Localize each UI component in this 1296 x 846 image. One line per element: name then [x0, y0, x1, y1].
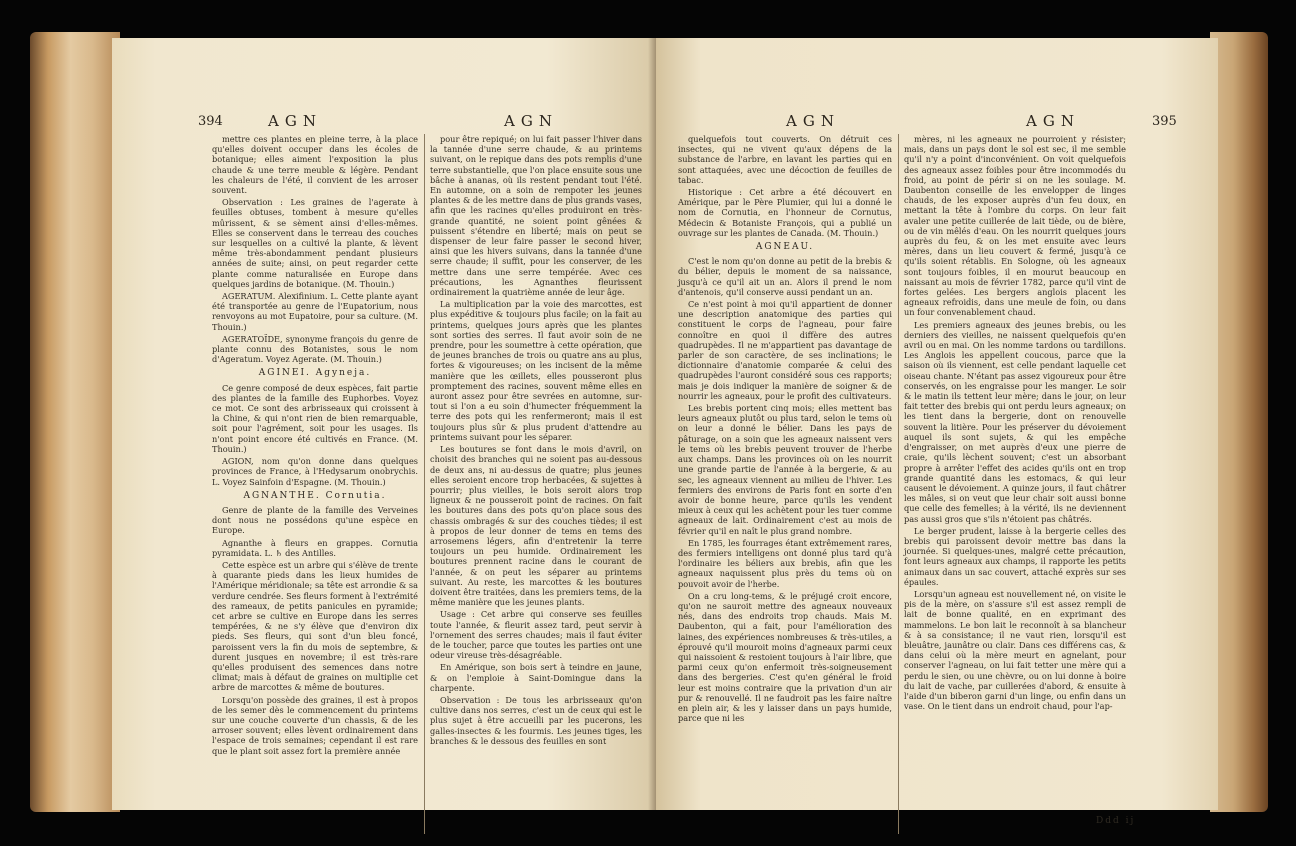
paragraph: AGERATOÏDE, synonyme françois du genre de plante connu des Botanistes, sous le nom d'Ageratum. Voyez Agerate. (M. Thouin.) [212, 333, 418, 365]
paragraph: pour être repiqué; on lui fait passer l'hiver dans la tannée d'une serre chaude, & au printems suivant, on le repique dans des pots remplis d'une terre substantielle, que l'on place ensuite sous une bâche à ananas, où ils restent pendant tout l'été. En automne, on a soin de rempoter les jeunes plantes & de les mettre dans de plus grands vases, afin que les racines qu'elles produiront en très-grande quantité, ne soient point gênées & puissent s'étendre en liberté; mais on peut se dispenser de leur faire passer le second hiver, ainsi que les hivers suivans, dans la tannée d'une serre chaude; il suffit, pour les conserver, de les mettre dans une serre tempérée. Avec ces précautions, les Agnanthes fleurissent ordinairement la quatrième année de leur âge. [430, 134, 642, 298]
paragraph: AGERATUM. Alexifinium. L. Cette plante ayant été transportée au genre de l'Eupatorium, nous renvoyons au mot Eupatoire, pour sa culture. (M. Thouin.) [212, 291, 418, 332]
left-page [112, 38, 656, 810]
paragraph: Cette espèce est un arbre qui s'élève de trente à quarante pieds dans les lieux humides de l'Amérique méridionale; sa tête est arrondie & sa verdure cendrée. Ses fleurs forment à l'extrémité des rameaux, de petits panicules en pyramide; cet arbre se cultive en Europe dans les serres tempérées, & ne s'y élève que d'environ dix pieds. Ses fleurs, qui sont d'un bleu foncé, paroissent vers la fin du mois de septembre, & durent jusques en novembre; il est très-rare qu'elles produisent des semences dans notre climat; mais à défaut de graines on multiplie cet arbre de marcottes & même de boutures. [212, 559, 418, 693]
book-edge-right [1210, 32, 1268, 812]
page-number-left: 394 [198, 114, 223, 129]
paragraph: Lorsqu'on possède des graines, il est à propos de les semer dès le commencement du printems sur une couche couverte d'un chassis, & de les arroser souvent; elles lèvent ordinairement dans l'espace de trois semaines; cependant il est rare que le plant soit assez fort la première année [212, 694, 418, 756]
paragraph: Genre de plante de la famille des Verveines dont nous ne possédons qu'une espèce en Europe. [212, 504, 418, 536]
signature-mark: Ddd ij [1096, 816, 1136, 826]
paragraph: mères, ni les agneaux ne pourroient y résister; mais, dans un pays dont le sol est sec, il me semble qu'il n'y a point d'inconvénient. On voit quelquefois des agneaux assez foibles pour être incommodés du froid, au point de périr si on ne les soulage. M. Daubenton conseille de les envelopper de linges chauds, de les exposer auprès d'un feu doux, en mettant la tête à l'ombre du corps. On leur fait avaler une petite cuillerée de lait tiède, ou de bière, ou de vin mêlés d'eau. On les nourrit quelques jours auprès du feu, & on les met ensuite avec leurs mères, dans un lieu couvert & fermé, jusqu'à ce qu'ils soient rétablis. En Sologne, où les agneaux sont toujours foibles, il en mourut beaucoup en naissant au mois de février 1782, parce qu'il vint de fortes gelées. Les bergers anglois placent les agneaux refroidis, dans une meule de foin, ou dans un four convenablement chaud. [904, 134, 1126, 318]
column-rule [898, 134, 899, 834]
paragraph: Agnanthe à fleurs en grappes. Cornutia pyramidata. L. ♄ des Antilles. [212, 537, 418, 558]
left-column-2 [430, 134, 642, 824]
paragraph: AGNANTHE. Cornutia. [243, 490, 387, 501]
right-column-2 [904, 134, 1126, 814]
book-edge-left [30, 32, 120, 812]
right-column-1 [678, 134, 892, 824]
paragraph: En Amérique, son bois sert à teindre en jaune, & on l'emploie à Saint-Domingue dans la charpente. [430, 662, 642, 693]
paragraph: Lorsqu'un agneau est nouvellement né, on visite le pis de la mère, on s'assure s'il est assez rempli de lait de bonne qualité, en en exprimant des mammelons. Le bon lait le reconnoît à sa blancheur & à sa consistance; il ne vaut rien, lorsqu'il est bleuâtre, jaunâtre ou clair. Dans ces différens cas, & dans celui où la mère meurt en agnelant, pour conserver l'agneau, on lui fait tetter une mère qui a perdu le sien, ou une chèvre, ou on lui donne à boire du lait de vache, par cuillerées d'abord, & ensuite à l'aide d'un biberon garni d'un linge, ou enfin dans un vase. On le tient dans un endroit chaud, pour l'ap- [904, 588, 1126, 712]
paragraph: Les brebis portent cinq mois; elles mettent bas leurs agneaux plutôt ou plus tard, selon le tems où on leur a donné le bélier. Dans les pays de pâturage, on a soin que les agneaux naissent vers le tems où les brebis peuvent trouver de l'herbe aux champs. Dans les provinces où on les nourrit une grande partie de l'année à la bergerie, & au sec, les agneaux viennent au milieu de l'hiver. Les fermiers des environs de Paris font en sorte d'en avoir de bonne heure, parce qu'ils les vendent mieux à ceux qui les achètent pour les tuer comme agneaux de lait. Ordinairement c'est au mois de février qu'il en naît le plus grand nombre. [678, 403, 892, 536]
paragraph: Usage : Cet arbre qui conserve ses feuilles toute l'année, & fleurit assez tard, peut servir à l'ornement des serres chaudes; mais il faut éviter de le toucher, parce que toutes les parties ont une odeur vireuse très-désagréable. [430, 609, 642, 661]
paragraph: Le berger prudent, laisse à la bergerie celles des brebis qui paroissent devoir mettre bas dans la journée. Si quelques-unes, malgré cette précaution, font leurs agneaux aux champs, il rapporte les petits animaux dans un sac couvert, attaché exprès sur ses épaules. [904, 525, 1126, 587]
paragraph: Les premiers agneaux des jeunes brebis, ou les derniers des vieilles, ne naissent quelquefois qu'en avril ou en mai. On les nomme tardons ou tardillons. Les Anglois les appellent coucous, parce que la saison où ils viennent, est celle pendant laquelle cet oiseau chante. N'étant pas assez vigoureux pour être conservés, on les engraisse pour les manger. Le soir & le matin ils tettent leur mère; dans le jour, on leur fait tetter des brebis qui ont perdu leurs agneaux; on les tient dans la bergerie, dont on renouvelle souvent la litière. Pour les préserver du dévoiement auquel ils sont sujets, & qui les empêche d'engraisser, on met auprès d'eux une pierre de craie, qu'ils lèchent souvent; c'est un absorbant propre à arrêter l'effet des acides qu'ils ont en trop grande quantité dans les estomacs, & qui leur causent le dévoiement. A quinze jours, il faut châtrer les mâles, si on veut que leur chair soit aussi bonne que celle des femelles; à la vérité, ils ne deviennent pas aussi gros que s'ils n'étoient pas châtrés. [904, 319, 1126, 524]
column-rule [424, 134, 425, 834]
page-number-right: 395 [1152, 114, 1177, 129]
paragraph: AGION, nom qu'on donne dans quelques provinces de France, à l'Hedysarum onobrychis. L. Voyez Sainfoin d'Espagne. (M. Thouin.) [212, 456, 418, 487]
left-column-1 [212, 134, 418, 824]
header-left: AGN [268, 112, 322, 130]
paragraph: Observation : De tous les arbrisseaux qu'on cultive dans nos serres, c'est un de ceux qui est le plus sujet à être accueilli par les pucerons, les galles-insectes & les fourmis. Les jeunes tiges, les branches & le dessous des feuilles en sont [430, 694, 642, 746]
paragraph: En 1785, les fourrages étant extrêmement rares, des fermiers intelligens ont donné plus tard qu'à l'ordinaire les béliers aux brebis, afin que les agneaux naquissent plus près du tems où on pouvoit avoir de l'herbe. [678, 537, 892, 589]
right-page [656, 38, 1218, 826]
paragraph: On a cru long-tems, & le préjugé croit encore, qu'on ne sauroit mettre des agneaux nouveaux nés, dans des endroits trop chauds. Mais M. Daubenton, qui a fait, pour l'amélioration des laines, des expériences nombreuses & très-utiles, a éprouvé qu'il mouroit moins d'agneaux parmi ceux qui naissoient & restoient toujours à l'air libre, que parmi ceux qu'on enfermoit très-soigneusement dans des bergeries. C'est qu'en général le froid leur est moins contraire que la privation d'un air pur & renouvellé. Il ne faudroit pas les faire naître en plein air, & les y laisser dans un pays humide, parce que ni les [678, 590, 892, 724]
paragraph: quelquefois tout couverts. On détruit ces insectes, qui ne vivent qu'aux dépens de la substance de l'arbre, en lavant les parties qui en sont attaquées, avec une décoction de feuilles de tabac. [678, 134, 892, 185]
header-center-right: AGN [786, 112, 840, 130]
paragraph: AGINEI. Agyneja. [258, 368, 372, 379]
paragraph: Observation : Les graines de l'agerate à feuilles obtuses, tombent à mesure qu'elles mûrissent, & se sèment ainsi d'elles-mêmes. Elles se conservent dans le terreau des couches sur lesquelles on a cultivé la plante, & lèvent même très-abondamment pendant plusieurs années de suite; ainsi, on peut regarder cette plante comme naturalisée en Europe dans quelques jardins de botanique. (M. Thouin.) [212, 197, 418, 289]
paragraph: mettre ces plantes en pleine terre, à la place qu'elles doivent occuper dans les écoles de botanique; elles aiment l'exposition la plus chaude & une terre meuble & légère. Pendant les chaleurs de l'été, il convient de les arroser souvent. [212, 134, 418, 196]
paragraph: Les boutures se font dans le mois d'avril, on choisit des branches qui ne soient pas au-dessous de deux ans, ni au-dessus de quatre; plus jeunes elles seroient encore trop herbacées, & sujettes à pourrir; plus vieilles, le bois seroit alors trop ligneux & ne pousseroit point de racines. On fait les boutures dans des pots qu'on place sous des chassis ombragés & sur des couches tièdes; il est à propos de leur donner de tems en tems des arrosemens légers, afin d'entretenir la terre toujours un peu humide. Ordinairement les boutures prennent racine dans le courant de l'année, & on peut les séparer au printems suivant. Au reste, les marcottes & les boutures doivent être traitées, dans les premiers tems, de la même manière que les jeunes plants. [430, 444, 642, 608]
paragraph: La multiplication par la voie des marcottes, est plus expéditive & toujours plus facile; on la fait au printems, quelques jours après que les plantes sont sorties des serres. Il faut avoir soin de ne prendre, pour les soumettre à cette opération, que de jeunes branches de trois ou quatre ans au plus, fortes & vigoureuses; on les incisent de la même manière que les œillets, elles pousseront plus promptement des racines, souvent même elles en auront assez pour être sevrées en automne, sur-tout si l'on a eu soin d'humecter fréquemment la terre des pots qui les renfermeront; mais il est toujours plus sûr & plus prudent d'attendre au printems suivant pour les séparer. [430, 299, 642, 442]
paragraph: C'est le nom qu'on donne au petit de la brebis & du bélier, depuis le moment de sa naissance, jusqu'à ce qu'il ait un an. Alors il prend le nom d'antenois, qu'il conserve aussi pendant un an. [678, 256, 892, 297]
header-center-left: AGN [504, 112, 558, 130]
header-right: AGN [1026, 112, 1080, 130]
paragraph: Ce n'est point à moi qu'il appartient de donner une description anatomique des parties qui constituent le corps de l'agneau, pour faire connoître en quoi il diffère des autres quadrupèdes. Il ne m'appartient pas davantage de parler de son caractère, de ses inclinations; le dictionnaire d'anatomie comparée & celui des quadrupèdes l'auront considéré sous ces rapports; mais je dois indiquer la manière de soigner & de nourrir les agneaux, pour le profit des cultivateurs. [678, 299, 892, 401]
paragraph: Historique : Cet arbre a été découvert en Amérique, par le Père Plumier, qui lui a donné le nom de Cornutia, en l'honneur de Cornutus, Médecin & Botaniste François, qui a publié un ouvrage sur les plantes de Canada. (M. Thouin.) [678, 187, 892, 238]
paragraph: Ce genre composé de deux espèces, fait partie des plantes de la famille des Euphorbes. Voyez ce mot. Ce sont des arbrisseaux qui croissent à la Chine, & qui n'ont rien de bien remarquable, soit pour l'agrément, soit pour les usages. Ils n'ont point encore été cultivés en France. (M. Thouin.) [212, 382, 418, 454]
paragraph: AGNEAU. [755, 242, 815, 253]
